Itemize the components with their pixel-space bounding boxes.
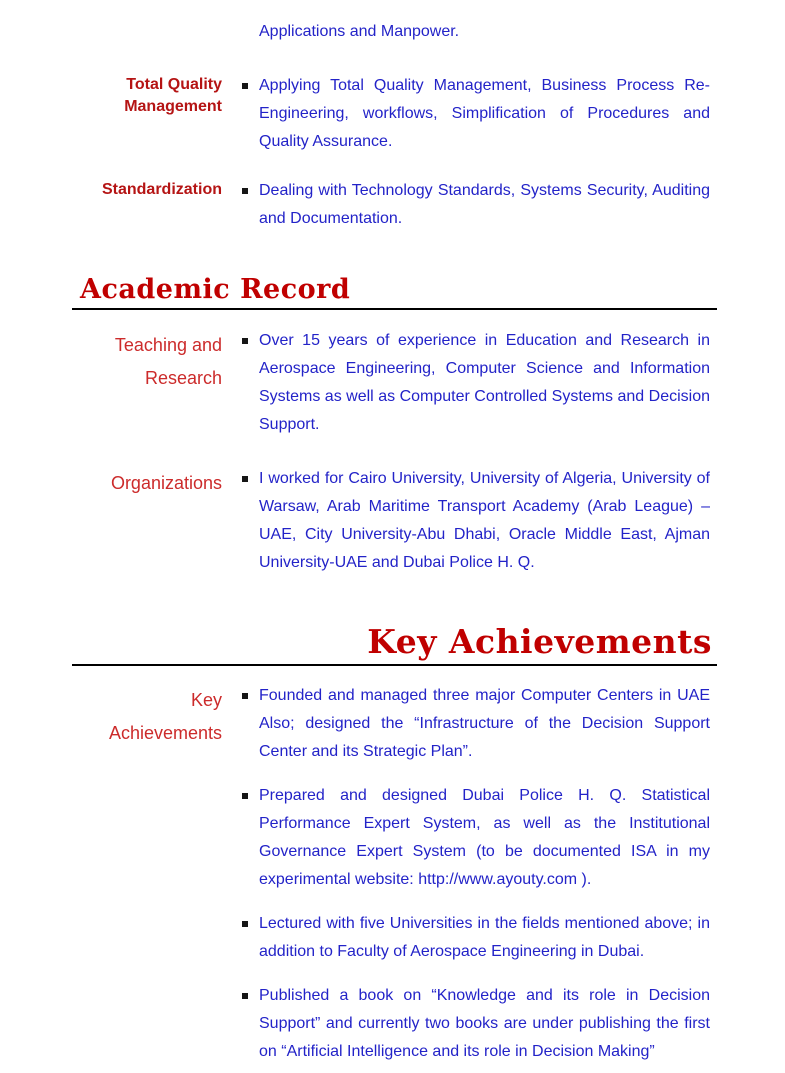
section-rule — [72, 308, 717, 310]
cv-row-key-achievements — [72, 682, 717, 1066]
bullet-item — [240, 177, 710, 233]
row-body — [240, 682, 710, 1066]
bullet-square-icon — [242, 993, 248, 999]
section-heading-academic-record: Academic Record — [80, 274, 351, 305]
bullet-item — [240, 910, 710, 966]
bullet-square-icon — [242, 921, 248, 927]
cv-content — [72, 18, 717, 1066]
bullet-square-icon — [242, 83, 248, 89]
bullet-list — [240, 682, 710, 1066]
row-label-standardization: Standardization — [101, 181, 222, 198]
bullet-item — [240, 72, 710, 156]
row-body — [240, 72, 710, 156]
bullet-item-text: I worked for Cairo University, University of Algeria, University of Warsaw, Arab Maritime Transport Academy (Arab League) – UAE, City University-Abu Dhabi, Oracle Middle East, Ajman University-UAE and Dubai Police H. Q. — [259, 470, 710, 571]
paragraph-continuation: Applications and Manpower. — [259, 23, 460, 40]
bullet-list — [240, 327, 710, 439]
bullet-list — [240, 465, 710, 577]
cv-row-standardization — [72, 177, 717, 233]
row-body — [240, 465, 710, 577]
bullet-square-icon — [242, 476, 248, 482]
bullet-square-icon — [242, 338, 248, 344]
row-body — [240, 327, 710, 439]
bullet-item-text: Published a book on “Knowledge and its role in Decision Support” and currently two books are under publishing the first on “Artificial Intelligence and its role in Decision Making” — [259, 987, 710, 1060]
bullet-item-text: Lectured with five Universities in the fields mentioned above; in addition to Faculty of Aerospace Engineering in Dubai. — [259, 915, 710, 960]
row-body — [240, 177, 710, 233]
bullet-item-text: Founded and managed three major Computer Centers in UAE Also; designed the “Infrastructure of the Decision Support Center and its Strategic Plan”. — [259, 687, 710, 760]
bullet-item-text: Dealing with Technology Standards, Systems Security, Auditing and Documentation. — [259, 182, 710, 227]
bullet-square-icon — [242, 793, 248, 799]
section-key-achievements — [72, 622, 717, 666]
section-rule — [72, 664, 717, 666]
bullet-list — [240, 177, 710, 233]
bullet-item — [240, 327, 710, 439]
section-academic-record — [72, 275, 717, 310]
row-label-organizations: Organizations — [110, 473, 222, 493]
bullet-square-icon — [242, 188, 248, 194]
bullet-square-icon — [242, 693, 248, 699]
row-label-key-achievements: Key Achievements — [108, 690, 222, 743]
cv-row-organizations — [72, 465, 717, 577]
section-heading-key-achievements: Key Achievements — [367, 622, 712, 661]
cv-row-total-quality-management — [72, 72, 717, 156]
bullet-item-text: Applying Total Quality Management, Business Process Re-Engineering, workflows, Simplification of Procedures and Quality Assurance. — [259, 77, 710, 150]
bullet-list — [240, 72, 710, 156]
bullet-item — [240, 982, 710, 1066]
row-label-total-quality-management: Total Quality Management — [124, 76, 222, 115]
cv-row-teaching-and-research — [72, 327, 717, 439]
row-label-teaching-and-research: Teaching and Research — [114, 335, 222, 388]
bullet-item-text: Prepared and designed Dubai Police H. Q. Statistical Performance Expert System, as well as the Institutional Governance Expert System (to be documented ISA in my experimental website: http://www.ayouty.com ). — [259, 787, 710, 888]
bullet-item — [240, 682, 710, 766]
bullet-item — [240, 782, 710, 894]
bullet-item — [240, 465, 710, 577]
bullet-item-text: Over 15 years of experience in Education and Research in Aerospace Engineering, Computer Science and Information Systems as well as Computer Controlled Systems and Decision Support. — [259, 332, 710, 433]
